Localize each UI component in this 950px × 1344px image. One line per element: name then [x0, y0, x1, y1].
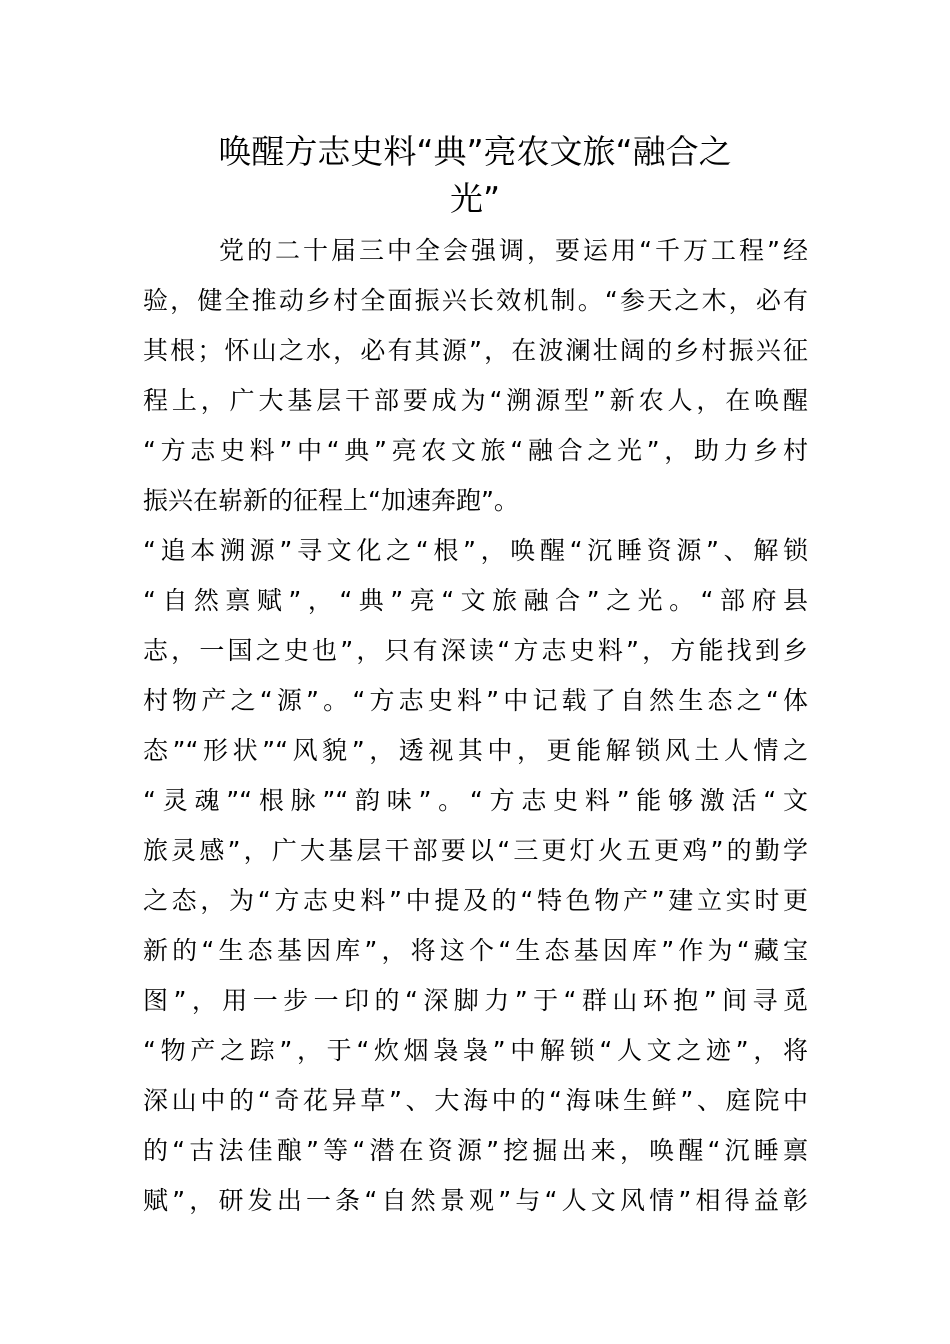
text-line: 志，一国之史也”，只有深读“方志史料”，方能找到乡 [143, 636, 808, 665]
text-line: 村物产之“源”。“方志史料”中记载了自然生态之“体 [143, 686, 808, 715]
text-line: “方志史料”中“典”亮农文旅“融合之光”，助力乡村 [143, 436, 808, 465]
text-line: 党的二十届三中全会强调，要运用“千万工程”经 [219, 236, 808, 265]
text-line: 深山中的“奇花异草”、大海中的“海味生鲜”、庭院中 [143, 1086, 808, 1115]
text-line: 新的“生态基因库”，将这个“生态基因库”作为“藏宝 [143, 936, 808, 965]
text-line: “灵魂”“根脉”“韵味”。“方志史料”能够激活“文 [143, 786, 808, 815]
document-title [150, 128, 800, 222]
text-line: 振兴在崭新的征程上“加速奔跑”。 [143, 486, 519, 515]
title-line: 光” [449, 179, 501, 218]
text-line: 态”“形状”“风貌”，透视其中，更能解锁风土人情之 [143, 736, 808, 765]
text-line: “追本溯源”寻文化之“根”，唤醒“沉睡资源”、解锁 [143, 536, 808, 565]
text-line: 其根；怀山之水，必有其源”，在波澜壮阔的乡村振兴征 [143, 336, 808, 365]
paragraph-1 [143, 226, 808, 526]
text-line: 赋”，研发出一条“自然景观”与“人文风情”相得益彰 [143, 1186, 808, 1215]
text-line: 程上，广大基层干部要成为“溯源型”新农人，在唤醒 [143, 386, 808, 415]
text-line: 旅灵感”，广大基层干部要以“三更灯火五更鸡”的勤学 [143, 836, 808, 865]
title-line: 唤醒方志史料“典”亮农文旅“融合之 [218, 132, 732, 171]
text-line: 验，健全推动乡村全面振兴长效机制。“参天之木，必有 [143, 286, 808, 315]
text-line: 之态，为“方志史料”中提及的“特色物产”建立实时更 [143, 886, 808, 915]
document-body [143, 226, 808, 1226]
text-line: 的“古法佳酿”等“潜在资源”挖掘出来，唤醒“沉睡禀 [143, 1136, 808, 1165]
text-line: “自然禀赋”，“典”亮“文旅融合”之光。“部府县 [143, 586, 808, 615]
text-line: “物产之踪”，于“炊烟袅袅”中解锁“人文之迹”，将 [143, 1036, 808, 1065]
text-line: 图”，用一步一印的“深脚力”于“群山环抱”间寻觅 [143, 986, 808, 1015]
paragraph-2 [143, 526, 808, 1226]
